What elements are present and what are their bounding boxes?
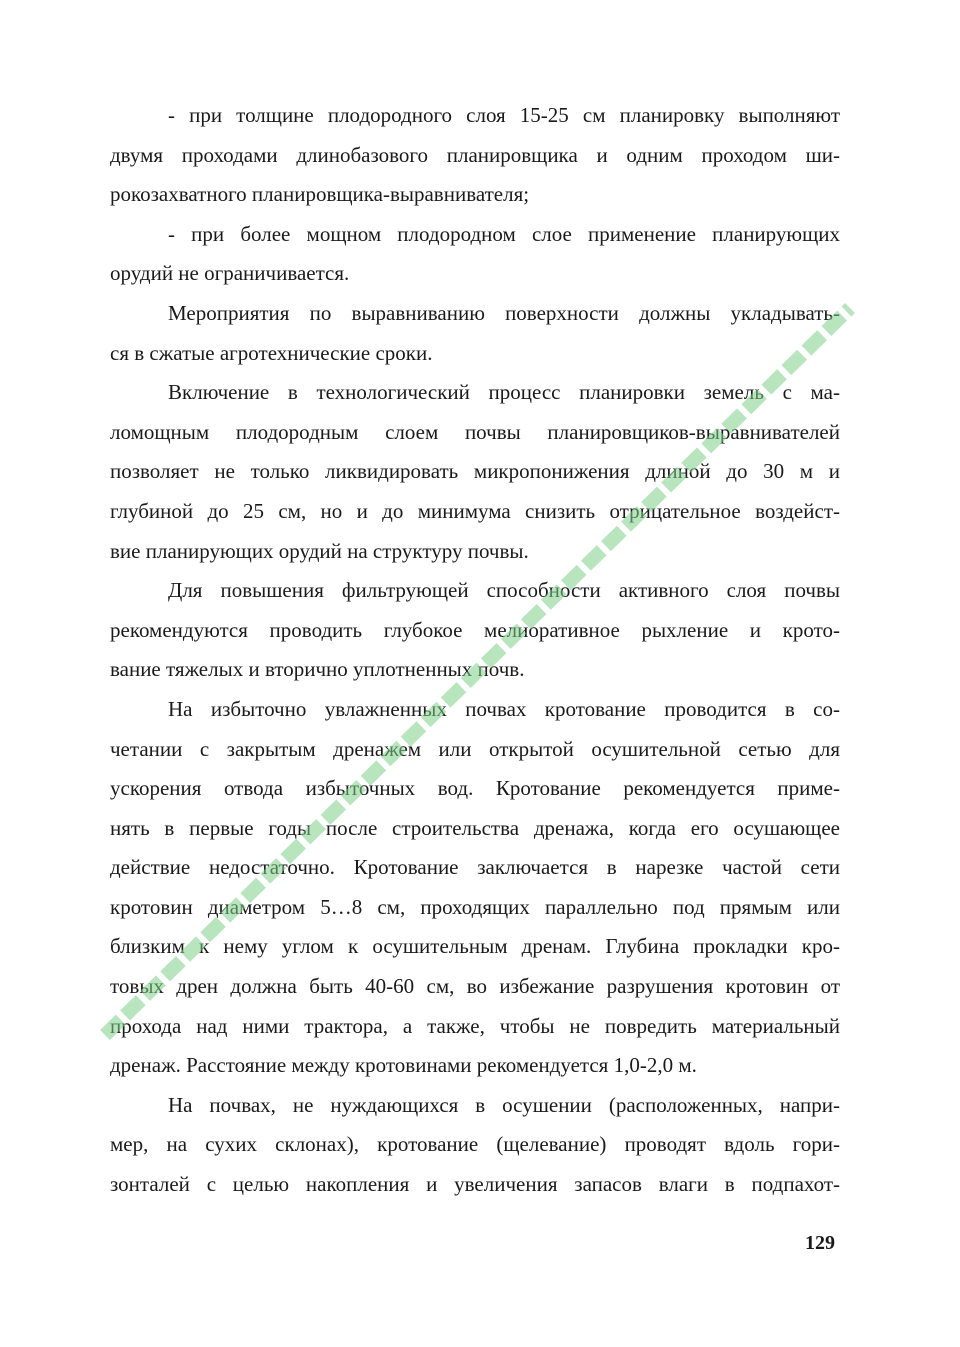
text-line: - при толщине плодородного слоя 15-25 см планировку выполняют (168, 103, 840, 127)
text-line: близким к нему углом к осушительным дренам. Глубина прокладки кро- (110, 934, 840, 959)
text-line: - при более мощном плодородном слое применение планирующих (168, 221, 840, 246)
body-text (110, 96, 840, 1205)
text-line: орудий не ограничивается. (110, 261, 350, 286)
text-line: рокозахватного планировщика-выравнивателя; (110, 182, 530, 207)
text-line: нять в первые годы после строительства дренажа, когда его осушающее (110, 815, 840, 840)
text-line: товых дрен должна быть 40-60 см, во избежание разрушения кротовин от (110, 974, 840, 999)
text-line: вие планирующих орудий на структуру почвы. (110, 538, 529, 563)
text-line: Мероприятия по выравниванию поверхности должны укладывать- (168, 300, 840, 325)
text-line: ускорения отвода избыточных вод. Кротование рекомендуется приме- (110, 776, 840, 801)
page-number: 129 (805, 1232, 835, 1254)
text-line: ломощным плодородным слоем почвы планировщиков-выравнивателей (110, 419, 840, 444)
text-line: ся в сжатые агротехнические сроки. (110, 340, 433, 365)
text-line: вание тяжелых и вторично уплотненных почв. (110, 657, 525, 682)
text-line: зонталей с целью накопления и увеличения запасов влаги в подпахот- (110, 1172, 840, 1197)
text-line: действие недостаточно. Кротование заключается в нарезке частой сети (110, 855, 840, 880)
text-line: двумя проходами длинобазового планировщика и одним проходом ши- (110, 142, 840, 167)
text-line: позволяет не только ликвидировать микропонижения длиной до 30 м и (110, 459, 840, 484)
text-line: На почвах, не нуждающихся в осушении (расположенных, напри- (168, 1092, 840, 1117)
text-line: На избыточно увлажненных почвах кротование проводится в со- (168, 696, 840, 721)
text-line: кротовин диаметром 5…8 см, проходящих параллельно под прямым или (110, 894, 840, 919)
text-line: четании с закрытым дренажем или открытой осушительной сетью для (110, 736, 840, 761)
text-line: Для повышения фильтрующей способности активного слоя почвы (168, 578, 840, 603)
text-line: Включение в технологический процесс планировки земель с ма- (168, 380, 840, 405)
text-line: прохода над ними трактора, а также, чтобы не повредить материальный (110, 1013, 840, 1038)
text-line: рекомендуются проводить глубокое мелиоративное рыхление и крото- (110, 617, 840, 642)
text-line: мер, на сухих склонах), кротование (щелевание) проводят вдоль гори- (110, 1132, 840, 1157)
text-line: глубиной до 25 см, но и до минимума снизить отрицательное воздейст- (110, 498, 840, 523)
text-line: дренаж. Расстояние между кротовинами рекомендуется 1,0-2,0 м. (110, 1053, 697, 1078)
